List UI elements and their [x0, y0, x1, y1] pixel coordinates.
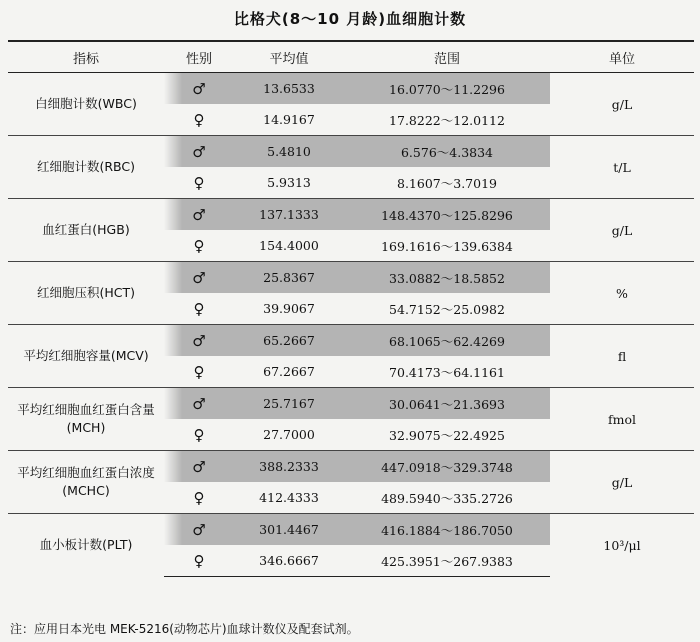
unit-value: fl — [550, 325, 694, 388]
sex-female-symbol: ♀ — [164, 545, 234, 577]
female-range-value: 425.3951～267.9383 — [344, 545, 550, 577]
table-row — [8, 136, 694, 168]
male-mean-value: 5.4810 — [234, 136, 344, 168]
sex-male-symbol: ♂ — [164, 262, 234, 294]
female-range-value: 70.4173～64.1161 — [389, 364, 505, 380]
sex-male-symbol: ♂ — [164, 514, 234, 546]
indicator-name: 平均红细胞血红蛋白含量(MCH) — [8, 388, 164, 451]
unit-value: g/L — [550, 451, 694, 514]
sex-female-symbol: ♀ — [193, 173, 205, 192]
blood-count-table — [8, 40, 694, 577]
female-range-value: 8.1607～3.7019 — [397, 175, 497, 191]
female-mean-value: 39.9067 — [263, 301, 315, 316]
header-sex: 性别 — [164, 41, 234, 73]
indicator-name: 平均红细胞容量(MCV) — [8, 325, 164, 388]
header-row — [8, 41, 694, 73]
female-mean-value: 14.9167 — [263, 112, 315, 127]
sex-female-symbol: ♀ — [193, 110, 205, 129]
female-range-value: 54.7152～25.0982 — [389, 301, 505, 317]
male-range-value: 447.0918～329.3748 — [344, 451, 550, 483]
male-mean-value: 301.4467 — [234, 514, 344, 546]
male-mean-value: 25.7167 — [234, 388, 344, 420]
female-range-value: 489.5940～335.2726 — [381, 490, 513, 506]
female-mean-value: 412.4333 — [259, 490, 319, 505]
sex-male-symbol: ♂ — [164, 451, 234, 483]
unit-value: t/L — [550, 136, 694, 199]
male-mean-value: 65.2667 — [234, 325, 344, 357]
sex-female-symbol: ♀ — [193, 362, 205, 381]
table-row — [8, 451, 694, 483]
female-range-value: 17.8222～12.0112 — [389, 112, 505, 128]
male-range-value: 33.0882～18.5852 — [344, 262, 550, 294]
male-range-value: 30.0641～21.3693 — [344, 388, 550, 420]
sex-male-symbol: ♂ — [164, 73, 234, 105]
sex-male-symbol: ♂ — [164, 325, 234, 357]
indicator-name: 血小板计数(PLT) — [8, 514, 164, 577]
unit-value: % — [550, 262, 694, 325]
indicator-name: 平均红细胞血红蛋白浓度(MCHC) — [8, 451, 164, 514]
table-body — [8, 73, 694, 577]
female-mean-value: 154.4000 — [259, 238, 319, 253]
female-mean-value: 27.7000 — [263, 427, 315, 442]
table-row — [8, 73, 694, 105]
indicator-name: 白细胞计数(WBC) — [8, 73, 164, 136]
table-title: 比格犬(8～10 月龄)血细胞计数 — [233, 10, 467, 28]
header-mean: 平均值 — [234, 41, 344, 73]
table-row — [8, 199, 694, 231]
female-range-value: 169.1616～139.6384 — [381, 238, 513, 254]
sex-female-symbol: ♀ — [193, 299, 205, 318]
table-row — [8, 325, 694, 357]
female-range-value: 32.9075～22.4925 — [389, 427, 505, 443]
male-mean-value: 137.1333 — [234, 199, 344, 231]
sex-female-symbol: ♀ — [193, 425, 205, 444]
sex-female-symbol: ♀ — [193, 236, 205, 255]
header-indicator: 指标 — [8, 41, 164, 73]
female-mean-value: 346.6667 — [234, 545, 344, 577]
female-mean-value: 5.9313 — [267, 175, 311, 190]
sex-male-symbol: ♂ — [164, 136, 234, 168]
male-mean-value: 388.2333 — [234, 451, 344, 483]
female-mean-value: 67.2667 — [263, 364, 315, 379]
indicator-name: 红细胞计数(RBC) — [8, 136, 164, 199]
unit-value: fmol — [550, 388, 694, 451]
male-range-value: 68.1065～62.4269 — [344, 325, 550, 357]
indicator-name: 红细胞压积(HCT) — [8, 262, 164, 325]
male-range-value: 148.4370～125.8296 — [344, 199, 550, 231]
sex-male-symbol: ♂ — [164, 199, 234, 231]
footnote: 注：应用日本光电 MEK-5216(动物芯片)血球计数仪及配套试剂。 — [10, 622, 359, 636]
male-range-value: 6.576～4.3834 — [344, 136, 550, 168]
header-unit: 单位 — [550, 41, 694, 73]
header-range: 范围 — [344, 41, 550, 73]
indicator-name: 血红蛋白(HGB) — [8, 199, 164, 262]
unit-value: 10³/μl — [550, 514, 694, 577]
sex-male-symbol: ♂ — [164, 388, 234, 420]
unit-value: g/L — [550, 199, 694, 262]
sex-female-symbol: ♀ — [193, 488, 205, 507]
male-mean-value: 13.6533 — [234, 73, 344, 105]
table-row — [8, 514, 694, 546]
male-mean-value: 25.8367 — [234, 262, 344, 294]
male-range-value: 16.0770～11.2296 — [344, 73, 550, 105]
male-range-value: 416.1884～186.7050 — [344, 514, 550, 546]
unit-value: g/L — [550, 73, 694, 136]
table-row — [8, 388, 694, 420]
table-row — [8, 262, 694, 294]
